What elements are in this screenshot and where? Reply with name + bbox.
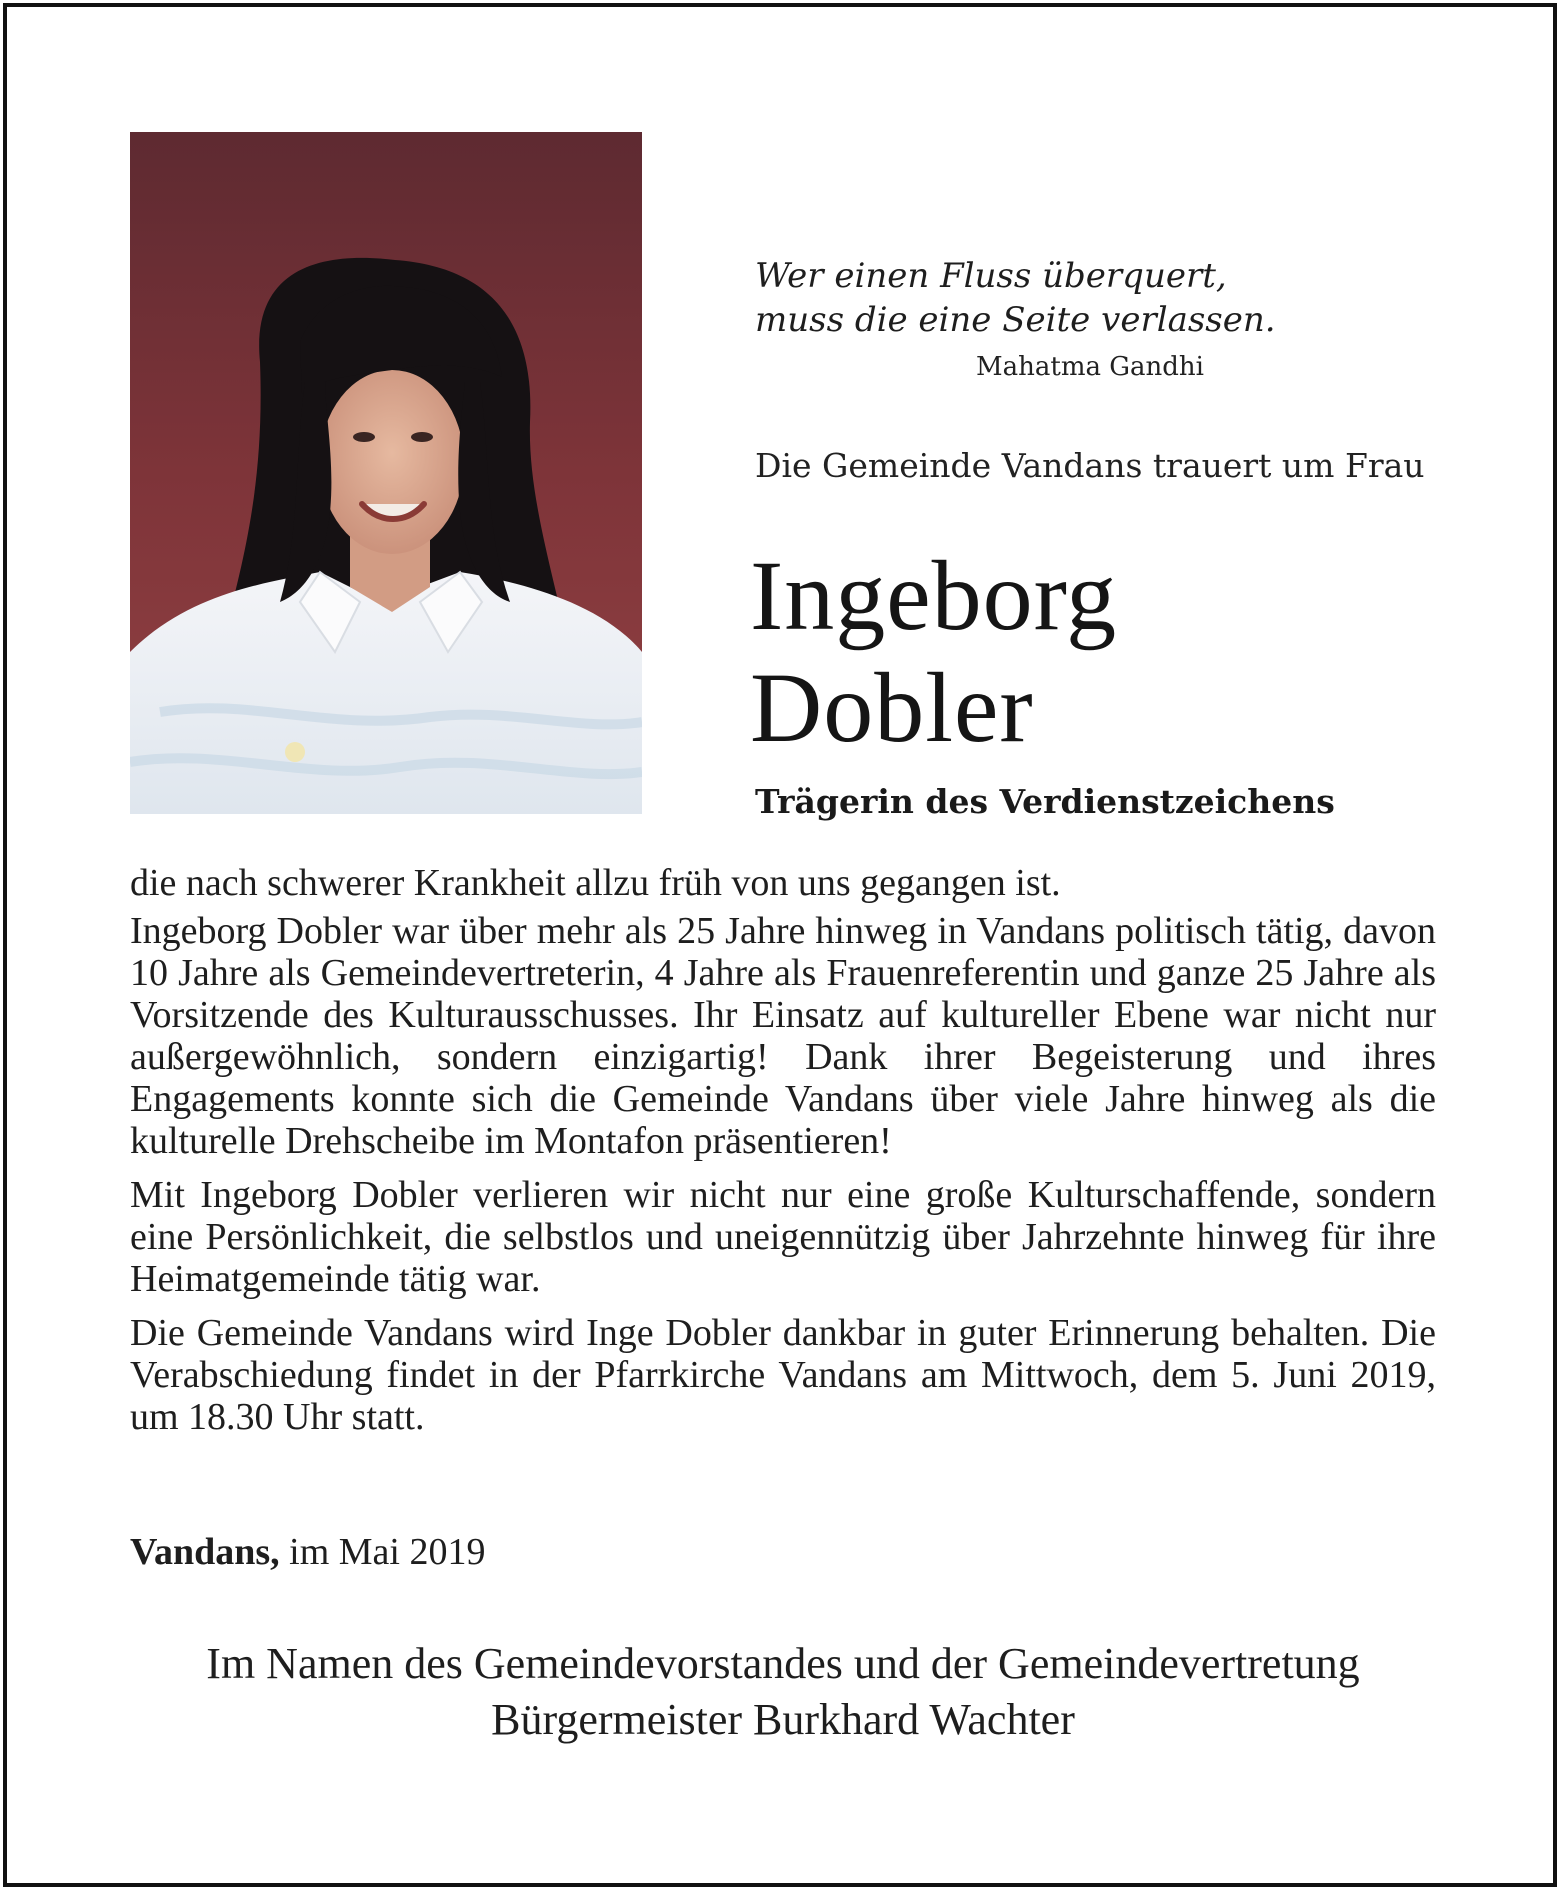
quote-line-2: muss die eine Seite verlassen. [755, 300, 1276, 340]
place-date [130, 1530, 485, 1574]
deceased-name [750, 540, 1117, 764]
portrait-illustration [130, 132, 642, 814]
quote-line-1: Wer einen Fluss überquert, [755, 256, 1227, 296]
intro-text: Die Gemeinde Vandans trauert um Frau [755, 446, 1425, 485]
first-name: Ingeborg [750, 540, 1118, 651]
quote [755, 254, 1276, 342]
place-date-text: im Mai 2019 [289, 1531, 486, 1573]
paragraph-2: Ingeborg Dobler war über mehr als 25 Jahre hinweg in Vandans politisch tätig, davon 10 Jahre als Gemeindevertreterin, 4 Jahre als Frauenreferentin und ganze 25 Jahre als Vorsitzende des Kulturausschusses. Ihr Einsatz auf kultureller Ebene war nicht nur außergewöhnlich, sondern einzigartig! Dank ihrer Begeisterung und ihres Engagements konnte sich die Gemeinde Vandans über viele Jahre hinweg als die kulturelle Drehscheibe im Montafon präsentieren! [130, 910, 1436, 1162]
honor-title: Trägerin des Verdienstzeichens [755, 782, 1335, 821]
portrait-photo [130, 132, 642, 814]
paragraph-4: Die Gemeinde Vandans wird Inge Dobler dankbar in guter Erinnerung behalten. Die Verabschiedung findet in der Pfarrkirche Vandans am Mittwoch, dem 5. Juni 2019, um 18.30 Uhr statt. [130, 1312, 1436, 1438]
last-name: Dobler [750, 652, 1034, 763]
quote-author: Mahatma Gandhi [976, 352, 1204, 382]
paragraph-1: die nach schwerer Krankheit allzu früh von uns gegangen ist. [130, 862, 1061, 904]
obituary-body [130, 862, 1436, 1450]
signature-line-1: Im Namen des Gemeindevorstandes und der Gemeindevertretung [206, 1639, 1360, 1688]
place-town: Vandans, [130, 1531, 280, 1573]
signature-line-2: Bürgermeister Burkhard Wachter [491, 1695, 1075, 1744]
paragraph-3: Mit Ingeborg Dobler verlieren wir nicht nur eine große Kulturschaffende, sondern eine Persönlichkeit, die selbstlos und uneigennützig über Jahrzehnte hinweg für ihre Heimatgemeinde tätig war. [130, 1174, 1436, 1300]
signature-block [130, 1636, 1436, 1748]
